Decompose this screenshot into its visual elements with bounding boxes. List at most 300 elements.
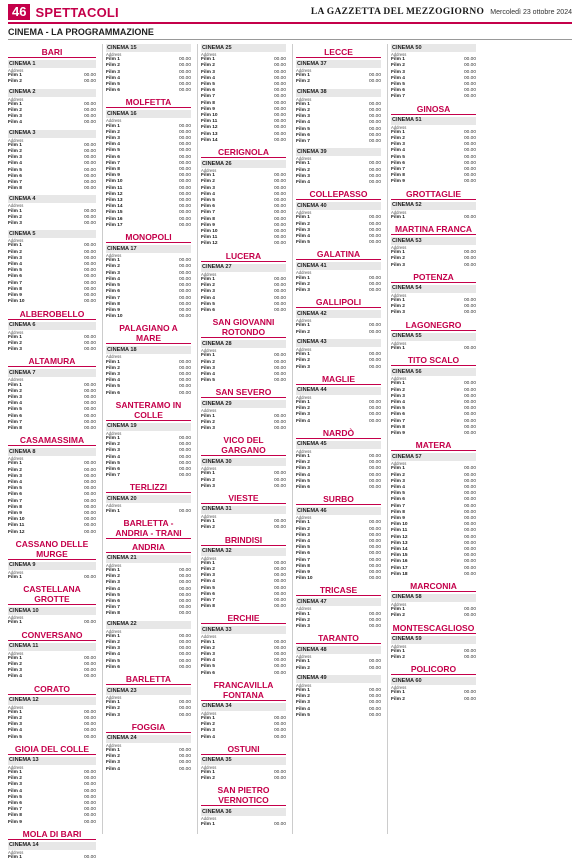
film-showtimes: 00.00 — [178, 301, 191, 307]
cinema-listing — [296, 387, 381, 425]
film-showtimes: 00.00 — [178, 57, 191, 63]
film-showtimes: 00.00 — [178, 390, 191, 396]
film-showtimes: 00.00 — [463, 491, 476, 497]
film-title: Film 2 — [201, 419, 215, 425]
film-showtimes: 00.00 — [178, 460, 191, 466]
cinema-listing — [391, 453, 476, 578]
film-showtimes: 00.00 — [463, 553, 476, 559]
film-row — [106, 223, 191, 229]
film-title: Film 3 — [106, 136, 120, 142]
film-title: Film 3 — [391, 69, 405, 75]
film-showtimes: 00.00 — [83, 813, 96, 819]
cinema-listing — [8, 842, 96, 861]
cinema-address: Address — [8, 377, 24, 383]
film-showtimes: 00.00 — [178, 63, 191, 69]
film-title: Film 4 — [8, 120, 22, 126]
film-showtimes: 00.00 — [273, 664, 286, 670]
film-title: Film 3 — [8, 155, 22, 161]
film-showtimes: 00.00 — [273, 125, 286, 131]
film-title: Film 1 — [391, 298, 405, 304]
film-showtimes: 00.00 — [178, 748, 191, 754]
cinema-address: Address — [296, 156, 312, 162]
cinema-listing — [8, 60, 96, 86]
film-title: Film 9 — [391, 515, 405, 521]
film-showtimes: 00.00 — [463, 522, 476, 528]
film-title: Film 1 — [296, 453, 310, 459]
cinema-listing — [296, 262, 381, 294]
film-title: Film 2 — [8, 716, 22, 722]
city-heading: CONVERSANO — [8, 630, 96, 641]
cinema-address: Address — [296, 346, 312, 352]
film-showtimes: 00.00 — [178, 700, 191, 706]
film-row — [8, 855, 96, 861]
film-title: Film 3 — [106, 760, 120, 766]
film-row — [391, 697, 476, 703]
film-title: Film 4 — [8, 728, 22, 734]
film-title: Film 1 — [391, 214, 405, 220]
film-showtimes: 00.00 — [273, 289, 286, 295]
film-title: Film 8 — [8, 425, 22, 431]
film-showtimes: 00.00 — [273, 525, 286, 531]
film-title: Film 4 — [106, 276, 120, 282]
film-showtimes: 00.00 — [273, 471, 286, 477]
film-title: Film 3 — [106, 270, 120, 276]
film-title: Film 3 — [296, 466, 310, 472]
city-heading: MOLA DI BARI — [8, 829, 96, 840]
cinema-name: CINEMA 11 — [8, 643, 96, 651]
film-title: Film 13 — [391, 540, 408, 546]
film-showtimes: 00.00 — [83, 340, 96, 346]
cinema-listing — [8, 130, 96, 193]
film-title: Film 8 — [201, 604, 215, 610]
film-showtimes: 00.00 — [368, 73, 381, 79]
cinema-listing — [391, 237, 476, 269]
cinema-address: Address — [106, 628, 122, 634]
film-showtimes: 00.00 — [463, 310, 476, 316]
film-title: Film 3 — [8, 668, 22, 674]
city-heading: GROTTAGLIE — [391, 189, 476, 200]
film-title: Film 3 — [8, 347, 22, 353]
film-title: Film 2 — [391, 256, 405, 262]
cinema-name: CINEMA 55 — [391, 333, 476, 341]
film-row — [201, 604, 286, 610]
film-row — [296, 485, 381, 491]
film-title: Film 9 — [8, 293, 22, 299]
film-title: Film 3 — [296, 227, 310, 233]
film-showtimes: 00.00 — [273, 131, 286, 137]
film-showtimes: 00.00 — [178, 258, 191, 264]
cinema-address: Address — [8, 615, 24, 621]
film-title: Film 6 — [8, 801, 22, 807]
film-title: Film 3 — [296, 532, 310, 538]
film-title: Film 2 — [201, 776, 215, 782]
film-showtimes: 00.00 — [273, 210, 286, 216]
film-title: Film 2 — [296, 460, 310, 466]
cinema-address: Address — [8, 137, 24, 143]
film-title: Film 8 — [201, 216, 215, 222]
film-showtimes: 00.00 — [178, 359, 191, 365]
city-heading: BARLETTA — [106, 674, 191, 685]
film-title: Film 13 — [201, 131, 218, 137]
film-showtimes: 00.00 — [83, 299, 96, 305]
cinema-name: CINEMA 13 — [8, 757, 96, 765]
cinema-listing — [201, 400, 286, 432]
film-title: Film 1 — [391, 250, 405, 256]
film-showtimes: 00.00 — [368, 526, 381, 532]
cinema-name: CINEMA 34 — [201, 703, 286, 711]
film-showtimes: 00.00 — [368, 126, 381, 132]
film-title: Film 5 — [391, 406, 405, 412]
film-row — [296, 624, 381, 630]
film-row — [391, 655, 476, 661]
film-showtimes: 00.00 — [463, 381, 476, 387]
film-showtimes: 00.00 — [463, 63, 476, 69]
cinema-listing — [8, 230, 96, 305]
film-title: Film 1 — [296, 323, 310, 329]
cinema-listing — [8, 562, 96, 581]
film-showtimes: 00.00 — [273, 276, 286, 282]
film-showtimes: 00.00 — [83, 249, 96, 255]
film-showtimes: 00.00 — [368, 418, 381, 424]
film-row — [296, 180, 381, 186]
cinema-name: CINEMA 33 — [201, 626, 286, 634]
film-showtimes: 00.00 — [83, 114, 96, 120]
film-title: Film 1 — [8, 655, 22, 661]
city-heading: MAGLIE — [296, 374, 381, 385]
film-title: Film 2 — [296, 617, 310, 623]
cinema-address: Address — [201, 816, 217, 822]
cinema-address: Address — [201, 466, 217, 472]
film-title: Film 2 — [296, 406, 310, 412]
cinema-listing — [106, 423, 191, 480]
film-title: Film 3 — [106, 69, 120, 75]
city-heading: VICO DEL GARGANO — [201, 435, 286, 456]
film-title: Film 2 — [201, 525, 215, 531]
cinema-address: Address — [296, 682, 312, 688]
cinema-name: CINEMA 53 — [391, 237, 476, 245]
film-title: Film 4 — [391, 399, 405, 405]
listing-column — [387, 44, 476, 834]
film-showtimes: 00.00 — [178, 448, 191, 454]
film-showtimes: 00.00 — [463, 528, 476, 534]
cinema-name: CINEMA 18 — [106, 346, 191, 354]
film-title: Film 6 — [296, 551, 310, 557]
cinema-address: Address — [391, 209, 407, 215]
cinema-name: CINEMA 40 — [296, 202, 381, 210]
cinema-address: Address — [106, 695, 122, 701]
film-title: Film 10 — [8, 517, 25, 523]
film-showtimes: 00.00 — [368, 453, 381, 459]
film-title: Film 2 — [391, 655, 405, 660]
film-showtimes: 00.00 — [463, 406, 476, 412]
film-title: Film 4 — [296, 472, 310, 478]
cinema-listing — [201, 548, 286, 611]
cinema-listing — [296, 598, 381, 630]
film-row — [391, 613, 476, 619]
film-title: Film 2 — [296, 79, 310, 85]
film-title: Film 3 — [296, 412, 310, 418]
city-heading: GIOIA DEL COLLE — [8, 744, 96, 755]
film-showtimes: 00.00 — [83, 214, 96, 220]
film-row — [391, 94, 476, 100]
film-title: Film 3 — [391, 262, 405, 268]
cinema-name: CINEMA 56 — [391, 368, 476, 376]
film-showtimes: 00.00 — [463, 179, 476, 185]
film-title: Film 4 — [106, 586, 120, 592]
film-showtimes: 00.00 — [368, 412, 381, 418]
film-showtimes: 00.00 — [463, 136, 476, 142]
film-title: Film 3 — [106, 712, 120, 718]
cinema-name: CINEMA 58 — [391, 594, 476, 602]
film-showtimes: 00.00 — [463, 148, 476, 154]
film-title: Film 2 — [8, 467, 22, 473]
film-title: Film 6 — [106, 154, 120, 160]
film-showtimes: 00.00 — [83, 208, 96, 214]
film-row — [8, 820, 96, 826]
cinema-listing — [201, 808, 286, 827]
film-showtimes: 00.00 — [83, 186, 96, 192]
film-title: Film 8 — [8, 813, 22, 819]
film-title: Film 2 — [296, 665, 310, 671]
film-title: Film 5 — [201, 378, 215, 384]
film-title: Film 2 — [8, 388, 22, 394]
cinema-listing — [106, 110, 191, 229]
cinema-listing — [391, 202, 476, 221]
film-showtimes: 00.00 — [83, 776, 96, 782]
film-title: Film 1 — [106, 700, 120, 706]
film-title: Film 5 — [296, 126, 310, 132]
film-showtimes: 00.00 — [463, 540, 476, 546]
city-heading: POTENZA — [391, 272, 476, 283]
film-title: Film 1 — [201, 770, 215, 776]
film-title: Film 2 — [106, 706, 120, 712]
film-title: Film 2 — [8, 340, 22, 346]
film-title: Film 2 — [296, 108, 310, 114]
film-title: Film 14 — [391, 546, 408, 552]
film-showtimes: 00.00 — [83, 662, 96, 667]
city-heading: SAN PIETRO VERNOTICO — [201, 785, 286, 806]
film-title: Film 1 — [296, 161, 310, 167]
film-showtimes: 00.00 — [368, 221, 381, 227]
film-title: Film 3 — [296, 623, 310, 629]
film-showtimes: 00.00 — [178, 466, 191, 472]
cinema-listing — [296, 339, 381, 371]
city-heading: NARDÒ — [296, 428, 381, 439]
cinema-listing — [106, 621, 191, 671]
film-showtimes: 00.00 — [273, 365, 286, 371]
film-showtimes: 00.00 — [178, 123, 191, 129]
film-title: Film 3 — [106, 448, 120, 454]
film-title: Film 2 — [391, 696, 405, 702]
film-showtimes: 00.00 — [83, 801, 96, 807]
cinema-name: CINEMA 35 — [201, 757, 286, 765]
film-showtimes: 00.00 — [368, 364, 381, 370]
city-heading: FRANCAVILLA FONTANA — [201, 680, 286, 701]
film-row — [8, 120, 96, 126]
film-showtimes: 00.00 — [463, 503, 476, 509]
cinema-name: CINEMA 36 — [201, 808, 286, 816]
film-showtimes: 00.00 — [83, 268, 96, 274]
cinema-name: CINEMA 31 — [201, 506, 286, 514]
film-title: Film 1 — [391, 690, 405, 696]
page-number: 46 — [8, 4, 30, 20]
film-showtimes: 00.00 — [83, 709, 96, 715]
film-showtimes: 00.00 — [463, 412, 476, 418]
city-heading: MONOPOLI — [106, 232, 191, 243]
film-title: Film 5 — [391, 491, 405, 497]
film-showtimes: 00.00 — [368, 460, 381, 466]
city-heading: COLLEPASSO — [296, 189, 381, 200]
film-showtimes: 00.00 — [368, 706, 381, 712]
film-title: Film 8 — [8, 504, 22, 510]
film-showtimes: 00.00 — [273, 639, 286, 645]
film-row — [201, 822, 286, 828]
film-showtimes: 00.00 — [178, 276, 191, 282]
film-title: Film 6 — [391, 160, 405, 166]
film-title: Film 4 — [296, 120, 310, 126]
film-showtimes: 00.00 — [368, 563, 381, 569]
film-title: Film 1 — [391, 345, 405, 351]
film-title: Film 3 — [106, 371, 120, 377]
film-showtimes: 00.00 — [178, 586, 191, 592]
cinema-address: Address — [296, 96, 312, 102]
cinema-listing — [296, 202, 381, 246]
film-title: Film 1 — [391, 129, 405, 135]
film-showtimes: 00.00 — [83, 674, 96, 680]
film-title: Film 5 — [201, 585, 215, 591]
film-title: Film 9 — [8, 819, 22, 825]
film-showtimes: 00.00 — [273, 353, 286, 359]
film-title: Film 3 — [106, 580, 120, 586]
film-showtimes: 00.00 — [83, 770, 96, 776]
film-showtimes: 00.00 — [83, 280, 96, 286]
film-showtimes: 00.00 — [368, 688, 381, 693]
film-title: Film 11 — [391, 528, 408, 534]
listings-heading: CINEMA - LA PROGRAMMAZIONE — [8, 24, 572, 40]
film-title: Film 2 — [391, 613, 405, 619]
film-title: Film 10 — [106, 179, 123, 185]
film-showtimes: 00.00 — [178, 179, 191, 185]
cinema-name: CINEMA 12 — [8, 697, 96, 705]
film-title: Film 2 — [8, 249, 22, 255]
film-showtimes: 00.00 — [83, 255, 96, 261]
film-showtimes: 00.00 — [273, 573, 286, 579]
film-showtimes: 00.00 — [178, 148, 191, 154]
film-showtimes: 00.00 — [178, 371, 191, 377]
cinema-address: Address — [296, 606, 312, 612]
cinema-name: CINEMA 16 — [106, 110, 191, 118]
cinema-address: Address — [201, 764, 217, 770]
film-showtimes: 00.00 — [463, 515, 476, 521]
film-showtimes: 00.00 — [83, 498, 96, 504]
film-showtimes: 00.00 — [273, 283, 286, 289]
cinema-address: Address — [106, 253, 122, 259]
film-showtimes: 00.00 — [368, 545, 381, 551]
film-showtimes: 00.00 — [463, 696, 476, 702]
cinema-address: Address — [391, 461, 407, 467]
cinema-listing — [106, 687, 191, 719]
cinema-name: CINEMA 43 — [296, 339, 381, 347]
city-heading: PALAGIANO A MARE — [106, 323, 191, 344]
film-showtimes: 00.00 — [83, 479, 96, 485]
film-title: Film 3 — [201, 728, 215, 734]
film-row — [296, 139, 381, 145]
film-title: Film 4 — [8, 262, 22, 268]
cinema-name: CINEMA 47 — [296, 598, 381, 606]
film-title: Film 2 — [201, 179, 215, 185]
film-title: Film 11 — [201, 119, 218, 125]
film-title: Film 2 — [8, 79, 22, 85]
film-showtimes: 00.00 — [273, 477, 286, 483]
film-title: Film 7 — [201, 210, 215, 216]
film-showtimes: 00.00 — [463, 75, 476, 81]
city-heading: TARANTO — [296, 633, 381, 644]
film-title: Film 8 — [391, 509, 405, 515]
film-title: Film 1 — [201, 413, 215, 419]
film-title: Film 3 — [296, 364, 310, 370]
cinema-name: CINEMA 21 — [106, 555, 191, 563]
film-title: Film 8 — [106, 611, 120, 617]
film-showtimes: 00.00 — [463, 478, 476, 484]
cinema-name: CINEMA 1 — [8, 60, 96, 68]
film-showtimes: 00.00 — [273, 241, 286, 247]
film-title: Film 7 — [106, 605, 120, 611]
cinema-name: CINEMA 57 — [391, 453, 476, 461]
film-showtimes: 00.00 — [83, 149, 96, 155]
film-title: Film 2 — [106, 442, 120, 448]
city-heading: ALTAMURA — [8, 356, 96, 367]
film-title: Film 2 — [296, 221, 310, 227]
film-showtimes: 00.00 — [273, 137, 286, 143]
film-title: Film 1 — [391, 381, 405, 387]
film-title: Film 4 — [106, 142, 120, 148]
film-showtimes: 00.00 — [463, 571, 476, 577]
film-showtimes: 00.00 — [463, 173, 476, 179]
film-showtimes: 00.00 — [83, 722, 96, 728]
film-showtimes: 00.00 — [368, 659, 381, 665]
film-row — [8, 299, 96, 305]
film-title: Film 6 — [201, 204, 215, 210]
cinema-listing — [201, 44, 286, 144]
cinema-listing — [201, 626, 286, 676]
film-showtimes: 00.00 — [273, 728, 286, 734]
film-showtimes: 00.00 — [273, 652, 286, 657]
cinema-listing — [201, 340, 286, 384]
film-showtimes: 00.00 — [368, 323, 381, 329]
film-title: Film 3 — [8, 255, 22, 261]
film-title: Film 2 — [201, 63, 215, 69]
film-title: Film 4 — [296, 234, 310, 240]
film-row — [296, 576, 381, 582]
film-showtimes: 00.00 — [178, 706, 191, 712]
film-title: Film 6 — [106, 664, 120, 670]
film-title: Film 9 — [106, 307, 120, 313]
film-title: Film 5 — [296, 478, 310, 484]
film-row — [8, 530, 96, 536]
film-title: Film 1 — [8, 574, 22, 580]
film-title: Film 2 — [296, 358, 310, 364]
film-title: Film 3 — [8, 782, 22, 788]
film-showtimes: 00.00 — [83, 504, 96, 510]
film-title: Film 7 — [391, 418, 405, 424]
film-title: Film 5 — [106, 148, 120, 154]
cinema-address: Address — [296, 515, 312, 521]
film-title: Film 9 — [201, 106, 215, 112]
film-showtimes: 00.00 — [83, 293, 96, 299]
film-title: Film 2 — [201, 722, 215, 728]
cinema-listing — [391, 368, 476, 437]
film-showtimes: 00.00 — [463, 298, 476, 304]
